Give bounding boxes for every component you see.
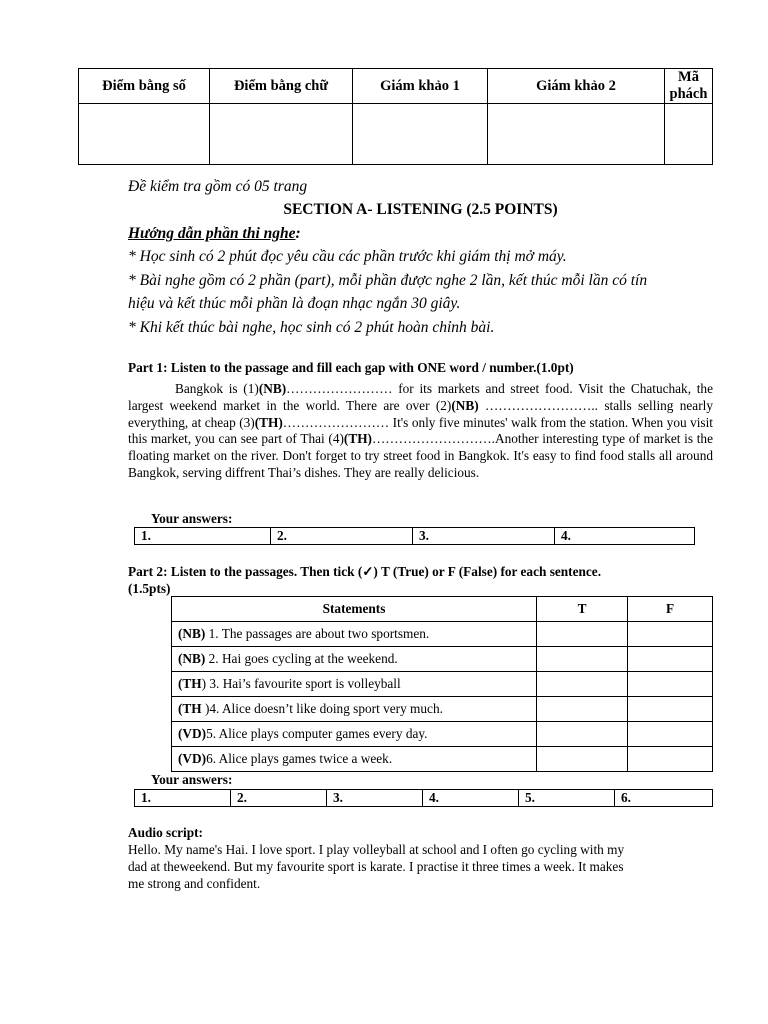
- statement-1-text: 1. The passages are about two sportsmen.: [205, 626, 430, 641]
- part2-answer-2[interactable]: 2.: [231, 790, 327, 807]
- statement-5-false-cell[interactable]: [628, 722, 713, 747]
- part1-answer-4[interactable]: 4.: [561, 528, 571, 543]
- header-score-words: Điểm bằng chữ: [210, 69, 353, 104]
- statement-4: [172, 697, 537, 722]
- statement-1-tag: (NB): [178, 626, 206, 641]
- header-examiner-2: Giám khảo 2: [488, 69, 665, 104]
- part2-answer-table: [134, 789, 713, 807]
- statement-3-true-cell[interactable]: [537, 672, 628, 697]
- pages-note: Đề kiểm tra gồm có 05 trang: [128, 178, 308, 195]
- header-code: Mã phách: [665, 69, 713, 104]
- part2-title-1: Part 2: Listen to the passages. Then tick (✓) T (True) or F (False) for each sentence.: [128, 564, 602, 579]
- statement-6-true-cell[interactable]: [537, 747, 628, 772]
- audio-heading: Audio script:: [128, 825, 203, 840]
- guide-line-1: * Học sinh có 2 phút đọc yêu cầu các phần trước khi giám thị mở máy.: [128, 248, 567, 265]
- code-cell[interactable]: [665, 104, 713, 165]
- statement-2: [172, 647, 537, 672]
- part2-answer-5[interactable]: 5.: [519, 790, 615, 807]
- passage-seg-3: …………………….. stalls selling nearly everything, at cheap (3): [128, 397, 713, 430]
- section-title: SECTION A- LISTENING (2.5 POINTS): [283, 201, 558, 218]
- part1-answer-3[interactable]: 3.: [413, 528, 555, 545]
- statement-3-tag: (TH: [178, 676, 202, 691]
- statement-2-true-cell[interactable]: [537, 647, 628, 672]
- guide-line-3: hiệu và kết thúc mỗi phần là đoạn nhạc ngắn 30 giây.: [128, 295, 461, 312]
- examiner-2-cell[interactable]: [488, 104, 665, 165]
- score-table: [78, 68, 713, 165]
- statement-2-tag: (NB): [178, 651, 206, 666]
- statement-6-tag: (VD): [178, 751, 207, 766]
- passage-seg-5: ……………………….Another interesting type of market is the floating market on the river. Don't forget to try street food in Bangkok. It's easy to find food stalls all around Bangkok, serving diffrent Thai’s dishes. They are really delicious.: [128, 431, 713, 480]
- statement-3-text: ) 3. Hai’s favourite sport is volleyball: [201, 676, 401, 691]
- statement-3: [172, 672, 537, 697]
- guide-heading-text: Hướng dẫn phần thi nghe: [128, 225, 296, 242]
- header-examiner-1: Giám khảo 1: [353, 69, 488, 104]
- statement-1: [172, 622, 537, 647]
- statement-4-true-cell[interactable]: [537, 697, 628, 722]
- gap-4-tag: (TH): [343, 431, 372, 447]
- part2-answers-label: Your answers:: [151, 772, 233, 787]
- passage-seg-1: Bangkok is (1): [175, 381, 259, 396]
- examiner-1-cell[interactable]: [353, 104, 488, 165]
- statement-6-text: 6. Alice plays games twice a week.: [206, 751, 393, 766]
- statement-1-false-cell[interactable]: [628, 622, 713, 647]
- table-row: [172, 722, 713, 747]
- table-row: [172, 747, 713, 772]
- header-score-number: Điểm bằng số: [79, 69, 210, 104]
- statement-5: [172, 722, 537, 747]
- table-row: [172, 672, 713, 697]
- part1-answer-1[interactable]: 1.: [135, 528, 271, 545]
- guide-line-2: * Bài nghe gồm có 2 phần (part), mỗi phần được nghe 2 lần, kết thúc mỗi lần có tín: [128, 272, 648, 289]
- statements-header: Statements: [172, 597, 537, 622]
- score-words-cell[interactable]: [210, 104, 353, 165]
- part2-title-2: (1.5pts): [128, 581, 171, 596]
- false-header: F: [628, 597, 713, 622]
- part1-title: Part 1: Listen to the passage and fill each gap with ONE word / number.(1.0pt): [128, 360, 574, 375]
- table-row: [172, 647, 713, 672]
- statement-5-text: 5. Alice plays computer games every day.: [206, 726, 428, 741]
- audio-line-1: Hello. My name's Hai. I love sport. I play volleyball at school and I often go cycling with my: [128, 842, 625, 857]
- part1-passage: [128, 381, 713, 482]
- statement-4-false-cell[interactable]: [628, 697, 713, 722]
- statement-6-false-cell[interactable]: [628, 747, 713, 772]
- part2-answer-3[interactable]: 3.: [327, 790, 423, 807]
- guide-heading: [128, 225, 301, 243]
- guide-line-4: * Khi kết thúc bài nghe, học sinh có 2 phút hoàn chỉnh bài.: [128, 319, 495, 336]
- part2-answer-6[interactable]: 6.: [621, 790, 631, 805]
- part1-answers-label: Your answers:: [151, 511, 233, 526]
- guide-heading-colon: :: [295, 225, 301, 242]
- statement-3-false-cell[interactable]: [628, 672, 713, 697]
- statement-6: [172, 747, 537, 772]
- passage-seg-4: …………………… It's only five minutes' walk from the station. When you visit this market, you can see part of Thai (4): [128, 414, 713, 447]
- statement-1-true-cell[interactable]: [537, 622, 628, 647]
- audio-line-2: dad at theweekend. But my favourite sport is karate. I practise it three times a week. It makes: [128, 859, 624, 874]
- gap-2-tag: (NB): [451, 397, 479, 413]
- gap-1-tag: (NB): [258, 381, 287, 396]
- audio-line-3: me strong and confident.: [128, 876, 261, 891]
- statement-5-tag: (VD): [178, 726, 207, 741]
- statement-5-true-cell[interactable]: [537, 722, 628, 747]
- statements-table: [171, 596, 713, 772]
- part2-answer-4[interactable]: 4.: [423, 790, 519, 807]
- statement-4-text: )4. Alice doesn’t like doing sport very much.: [201, 701, 443, 716]
- part2-answer-1[interactable]: 1.: [135, 790, 231, 807]
- part1-answer-table: [134, 527, 695, 545]
- score-number-cell[interactable]: [79, 104, 210, 165]
- table-row: [172, 622, 713, 647]
- part1-answer-2[interactable]: 2.: [271, 528, 413, 545]
- passage-seg-2: …………………… for its markets and street food. Visit the Chatuchak, the largest weekend market in the world. There are over (2): [128, 381, 713, 413]
- statement-2-text: 2. Hai goes cycling at the weekend.: [205, 651, 398, 666]
- table-row: [172, 697, 713, 722]
- true-header: T: [537, 597, 628, 622]
- gap-3-tag: (TH): [254, 414, 283, 430]
- statement-4-tag: (TH: [178, 701, 202, 716]
- statement-2-false-cell[interactable]: [628, 647, 713, 672]
